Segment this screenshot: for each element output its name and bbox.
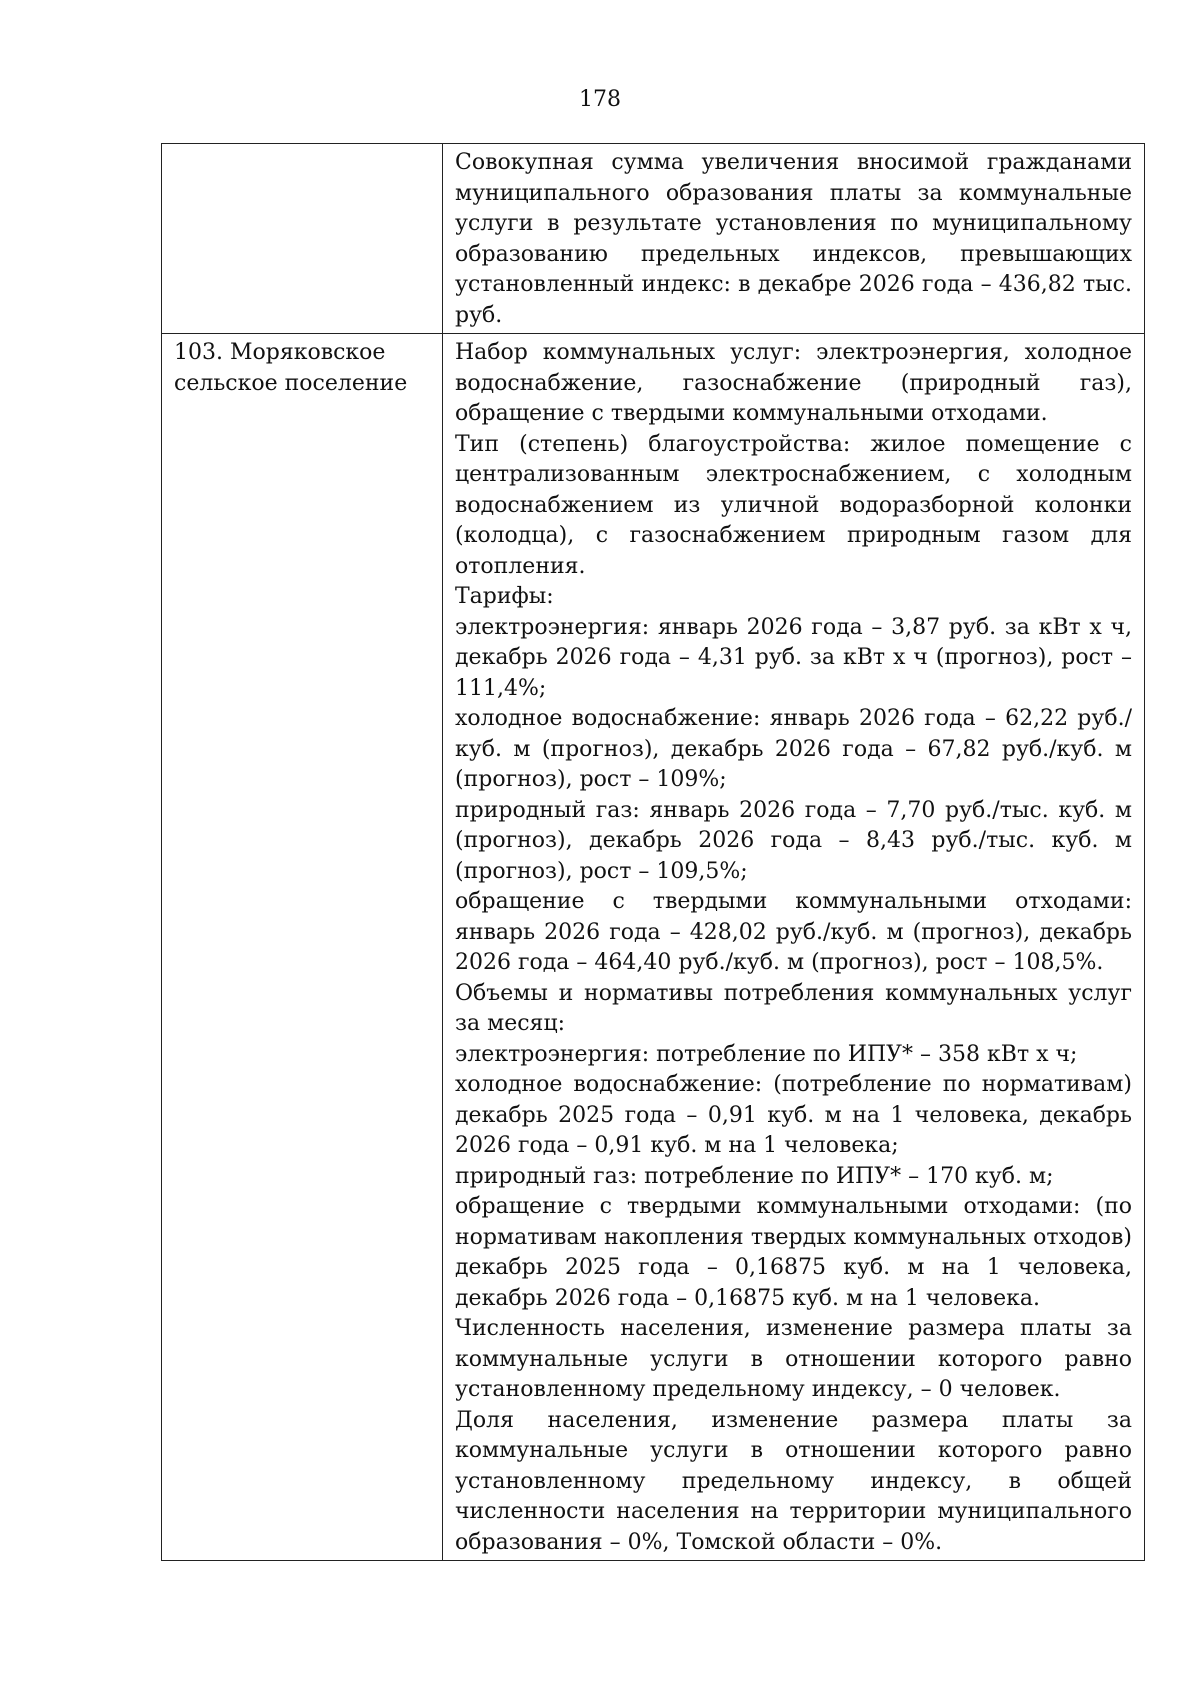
paragraph-tariffs-heading: Тарифы: — [455, 584, 554, 609]
paragraph-population-count: Численность населения, изменение размера платы за коммунальные услуги в отношении которого равно установленному предельному индексу, – 0 человек. — [455, 1316, 1132, 1402]
table-row — [162, 334, 1145, 1561]
details-cell — [443, 334, 1145, 1561]
paragraph-volume-waste: обращение с твердыми коммунальными отходами: (по нормативам накопления твердых коммунальных отходов) декабрь 2025 года – 0,16875 куб. м на 1 человека, декабрь 2026 года – 0,16875 куб. м на 1 человека. — [455, 1194, 1132, 1311]
page-number: 178 — [579, 87, 621, 112]
paragraph-tariff-cold-water: холодное водоснабжение: январь 2026 года – 62,22 руб./куб. м (прогноз), декабрь 2026 года – 67,82 руб./куб. м (прогноз), рост – 109%; — [455, 706, 1132, 792]
paragraph-population-share: Доля населения, изменение размера платы за коммунальные услуги в отношении которого равно установленному предельному индексу, в общей численности населения на территории муниципального образования – 0%, Томской области – 0%. — [455, 1407, 1132, 1555]
details-cell — [443, 144, 1145, 334]
municipal-tariff-table — [161, 143, 1145, 1561]
paragraph-volume-electricity: электроэнергия: потребление по ИПУ* – 358 кВт х ч; — [455, 1041, 1078, 1067]
paragraph-volume-gas: природный газ: потребление по ИПУ* – 170 куб. м; — [455, 1163, 1054, 1189]
paragraph-volumes-heading: Объемы и нормативы потребления коммунальных услуг за месяц: — [455, 980, 1132, 1036]
paragraph-tariff-gas: природный газ: январь 2026 года – 7,70 руб./тыс. куб. м (прогноз), декабрь 2026 года – 8,43 руб./тыс. куб. м (прогноз), рост – 109,5%; — [455, 797, 1132, 884]
paragraph-amenity-type: Тип (степень) благоустройства: жилое помещение с централизованным электроснабжением, с холодным водоснабжением из уличной водоразборной колонки (колодца), с газоснабжением природным газом для отопления. — [455, 431, 1132, 579]
paragraph-tariff-waste: обращение с твердыми коммунальными отходами: январь 2026 года – 428,02 руб./куб. м (прогноз), декабрь 2026 года – 464,40 руб./куб. м (прогноз), рост – 108,5%. — [455, 889, 1132, 975]
paragraph-volume-cold-water: холодное водоснабжение: (потребление по нормативам) декабрь 2025 года – 0,91 куб. м на 1 человека, декабрь 2026 года – 0,91 куб. м на 1 человека; — [455, 1072, 1132, 1158]
municipality-cell — [162, 334, 443, 1561]
municipality-cell — [162, 144, 443, 334]
municipality-name: 103. Моряковское сельское поселение — [174, 340, 408, 396]
paragraph-service-set: Набор коммунальных услуг: электроэнергия, холодное водоснабжение, газоснабжение (природный газ), обращение с твердыми коммунальными отходами. — [455, 340, 1132, 426]
table-row — [162, 144, 1145, 334]
paragraph-tariff-electricity: электроэнергия: январь 2026 года – 3,87 руб. за кВт х ч, декабрь 2026 года – 4,31 руб. за кВт х ч (прогноз), рост – 111,4%; — [455, 614, 1132, 701]
paragraph: Совокупная сумма увеличения вносимой гражданами муниципального образования платы за коммунальные услуги в результате установления по муниципальному образованию предельных индексов, превышающих установленный индекс: в декабре 2026 года – 436,82 тыс. руб. — [455, 150, 1132, 328]
